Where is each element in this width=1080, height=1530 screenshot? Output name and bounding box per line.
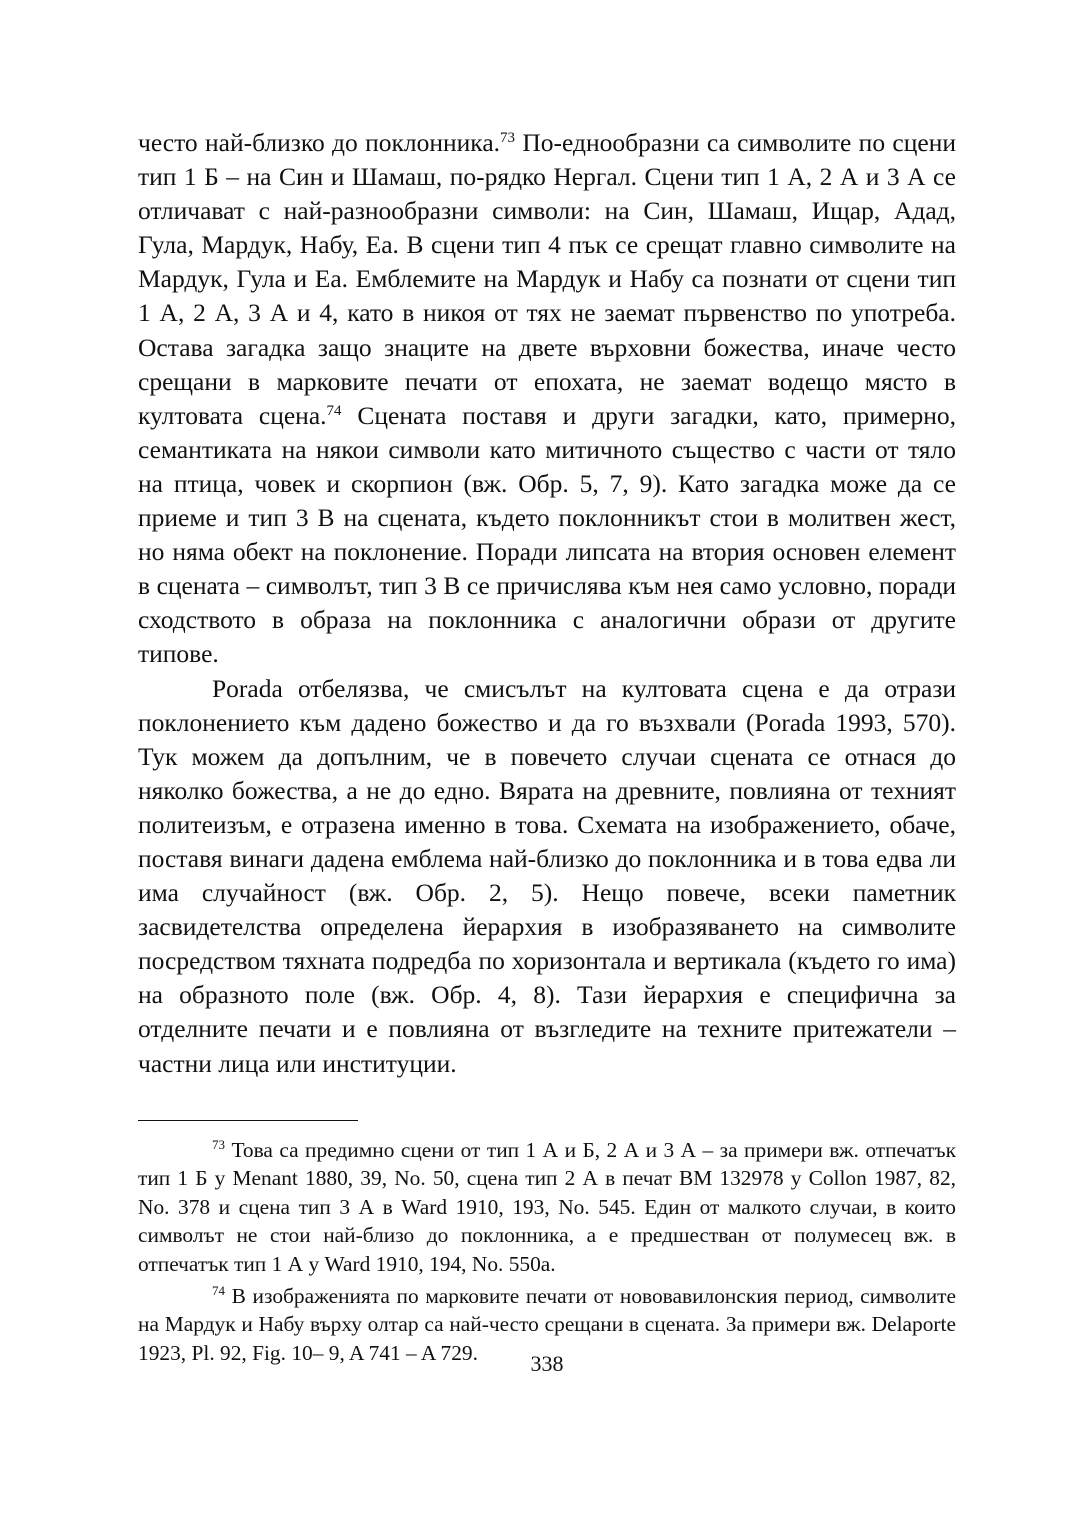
footnotes (138, 1136, 956, 1371)
page-number: 338 (530, 1351, 564, 1376)
paragraph-1-text-1: често най-близко до поклонника. (138, 128, 501, 157)
footnote-73-text: Това са предимно сцени от тип 1 А и Б, 2 А и 3 А – за примери вж. отпечатък тип 1 Б у Menant 1880, 39, No. 50, сцена тип 2 А в печат BM 132978 у Collon 1987, 82, No. 378 и сцена тип 3 А в Ward 1910, 193, No. 545. Един от малкото случаи, в които символът не стои най-близо до поклонника, а е предшестван от полумесец вж. в отпечатък тип 1 А у Ward 1910, 194, No. 550a. (138, 1138, 956, 1276)
footnote-ref-73[interactable]: 73 (500, 130, 516, 146)
paragraph-2 (138, 672, 956, 1081)
paragraph-2-text: Porada отбелязва, че смисълът на култовата сцена е да отрази поклонението към дадено божество и да го възхвали (Porada 1993, 570). Тук можем да допълним, че в повечето случаи сцената се отнася до няколко божества, а не до едно. Вярата на древните, повлияна от техният политеизъм, е отразена именно в това. Схемата на изображението, обаче, поставя винаги дадена емблема най-близко до поклонника и в това едва ли има случайност (вж. Обр. 2, 5). Нещо повече, всеки паметник засвидетелства определена йерархия в изобразяването на символите посредством тяхната подредба по хоризонтала и вертикала (където го има) на образното поле (вж. Обр. 4, 8). Тази йерархия е специфична за отделните печати и е повлияна от възгледите на техните притежатели – частни лица или институции. (138, 673, 956, 1078)
book-page (138, 126, 956, 1506)
footnote-separator (138, 1120, 358, 1121)
footnote-74-number: 74 (212, 1283, 225, 1299)
paragraph-1-text-2: По-еднообразни са символите по сцени тип 1 Б – на Син и Шамаш, по-рядко Нергал. Сцени тип 1 А, 2 А и 3 А се отличават с най-разнообразни символи: на Син, Шамаш, Ищар, Адад, Гула, Мардук, Набу, Еа. В сцени тип 4 пък се срещат главно символите на Мардук, Гула и Еа. Емблемите на Мардук и Набу са познати от сцени тип 1 А, 2 А, 3 А и 4, като в никоя от тях не заемат първенство по употреба. Остава загадка защо знаците на двете върховни божества, иначе често срещани в марковите печати от епохата, не заемат водещо място в култовата сцена. (138, 128, 956, 430)
main-text (138, 126, 956, 1081)
footnote-ref-74[interactable]: 74 (326, 402, 342, 419)
footnote-73 (138, 1136, 956, 1278)
paragraph-1 (138, 126, 956, 672)
footnote-73-number: 73 (212, 1137, 225, 1152)
paragraph-1-text-3: Сцената поставя и други загадки, като, примерно, семантиката на някои символи като митичното същество с части от тяло на птица, човек и скорпион (вж. Обр. 5, 7, 9). Като загадка може да се приеме и тип 3 В на сцената, където поклонникът стои в молитвен жест, но няма обект на поклонение. Поради липсата на втория основен елемент в сцената – символът, тип 3 В се причислява към нея само условно, поради сходството в образа на поклонника с аналогични образи от другите типове. (138, 400, 956, 669)
footnote-74-text: В изображенията по марковите печати от нововавилонския период, символите на Мардук и Набу върху олтар са най-често срещани в сцената. За примери вж. Delaporte 1923, Pl. 92, Fig. 10– 9, A 741 – A 729. (138, 1284, 956, 1365)
